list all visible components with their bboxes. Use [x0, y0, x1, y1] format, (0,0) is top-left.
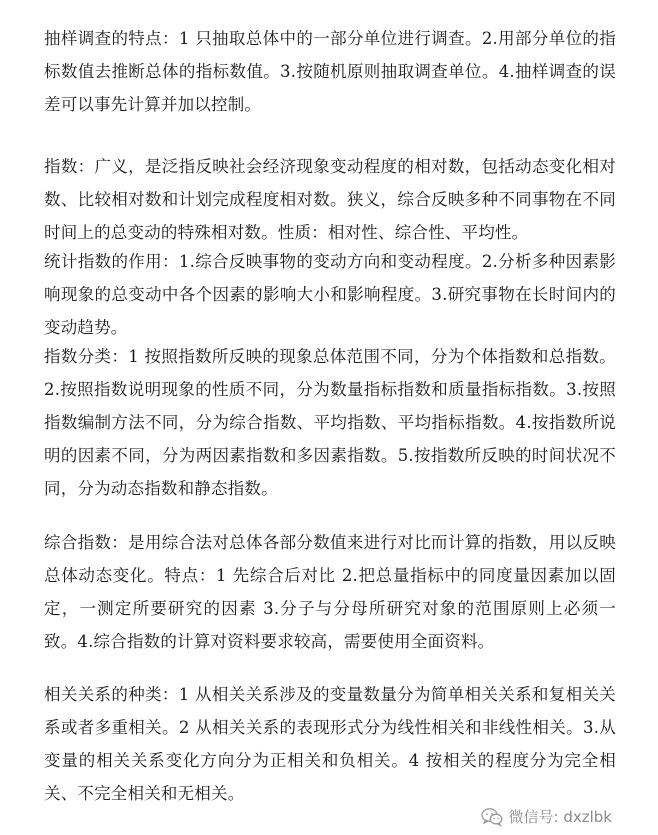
paragraph-index-definition: 指数：广义，是泛指反映社会经济现象变动程度的相对数，包括动态变化相对数、比较相对数和计划完成程度相对数。狭义，综合反映多种不同事物在不同时间上的总变动的特殊相对数。性质：相对性、综合性、平均性。	[44, 157, 616, 242]
paragraph-correlation-types: 相关关系的种类：1 从相关关系涉及的变量数量分为简单相关关系和复相关关系或者多重相关。2 从相关关系的表现形式分为线性相关和非线性相关。3.从变量的相关关系变化方向分为正相关和负相关。4 按相关的程度分为完全相关、不完全相关和无相关。	[44, 685, 616, 803]
wechat-icon	[481, 807, 503, 827]
paragraph-index-classification: 指数分类：1 按照指数所反映的现象总体范围不同，分为个体指数和总指数。2.按照指数说明现象的性质不同，分为数量指标指数和质量指标指数。3.按照指数编制方法不同，分为综合指数、平均指数、平均指标指数。4.按指数所说明的因素不同，分为两因素指数和多因素指数。5.按指数所反映的时间状况不同，分为动态指数和静态指数。	[44, 347, 616, 498]
wechat-watermark	[481, 806, 612, 827]
paragraph-composite-index: 综合指数：是用综合法对总体各部分数值来进行对比而计算的指数，用以反映总体动态变化。特点：1 先综合后对比 2.把总量指标中的同度量因素加以固定，一测定所要研究的因素 3.分子与分母所研究对象的范围原则上必须一致。4.综合指数的计算对资料要求较高，需要使用全面资料。	[44, 533, 616, 651]
paragraph-index-function: 统计指数的作用：1.综合反映事物的变动方向和变动程度。2.分析多种因素影响现象的总变动中各个因素的影响大小和影响程度。3.研究事物在长时间内的变动趋势。	[44, 252, 616, 337]
watermark-label: 微信号: dxzlbk	[508, 808, 612, 826]
paragraph-sampling-survey: 抽样调查的特点：1 只抽取总体中的一部分单位进行调查。2.用部分单位的指标数值去推断总体的指标数值。3.按随机原则抽取调查单位。4.抽样调查的误差可以事先计算并加以控制。	[44, 29, 616, 114]
